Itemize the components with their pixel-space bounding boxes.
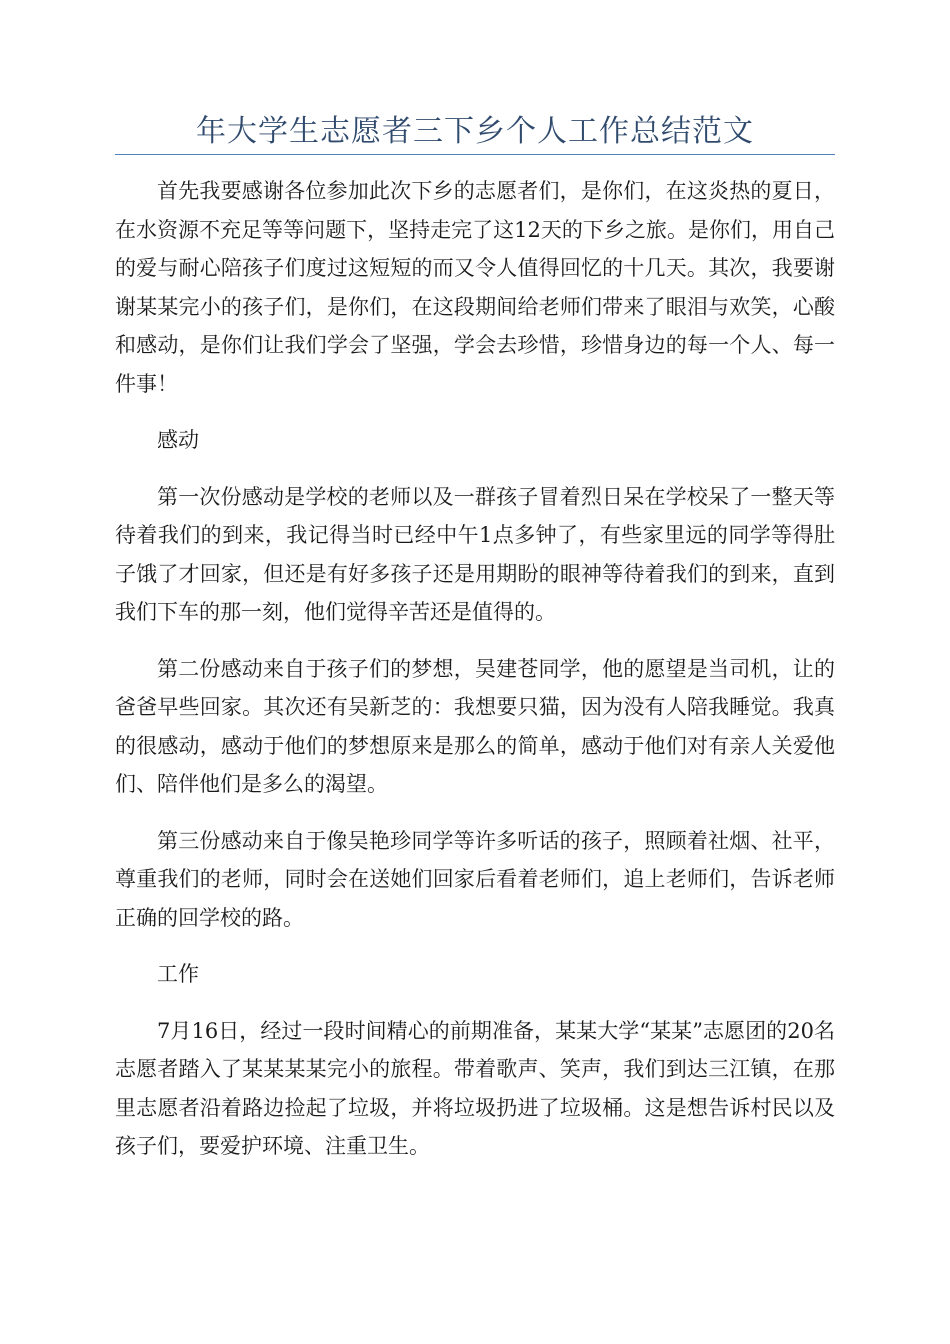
paragraph-third-moved: 第三份感动来自于像吴艳珍同学等许多听话的孩子，照顾着社烟、社平，尊重我们的老师，同时会在送她们回家后看着老师们，追上老师们，告诉老师正确的回学校的路。 [115,828,835,930]
paragraph-second-moved: 第二份感动来自于孩子们的梦想，吴建苍同学，他的愿望是当司机，让的爸爸早些回家。其次还有吴新芝的：我想要只猫，因为没有人陪我睡觉。我真的很感动，感动于他们的梦想原来是那么的简单，感动于他们对有亲人关爱他们、陪伴他们是多么的渴望。 [115,656,835,796]
title-underline [115,154,835,155]
document-title: 年大学生志愿者三下乡个人工作总结范文 [196,114,754,149]
section-heading-work: 工作 [157,962,199,986]
paragraph-intro: 首先我要感谢各位参加此次下乡的志愿者们，是你们，在这炎热的夏日，在水资源不充足等等问题下，坚持走完了这12天的下乡之旅。是你们，用自己的爱与耐心陪孩子们度过这短短的而又令人值得回忆的十几天。其次，我要谢谢某某完小的孩子们，是你们，在这段期间给老师们带来了眼泪与欢笑，心酸和感动，是你们让我们学会了坚强，学会去珍惜，珍惜身边的每一个人、每一件事！ [115,179,835,396]
paragraph-work: 7月16日，经过一段时间精心的前期准备，某某大学“某某”志愿团的20名志愿者踏入了某某某某完小的旅程。带着歌声、笑声，我们到达三江镇，在那里志愿者沿着路边捡起了垃圾，并将垃圾扔进了垃圾桶。这是想告诉村民以及孩子们，要爱护环境、注重卫生。 [115,1018,835,1158]
paragraph-first-moved: 第一次份感动是学校的老师以及一群孩子冒着烈日呆在学校呆了一整天等待着我们的到来，我记得当时已经中午1点多钟了，有些家里远的同学等得肚子饿了才回家，但还是有好多孩子还是用期盼的眼神等待着我们的到来，直到我们下车的那一刻，他们觉得辛苦还是值得的。 [115,484,835,624]
document-body [115,172,835,1184]
section-heading-moved: 感动 [157,428,199,452]
